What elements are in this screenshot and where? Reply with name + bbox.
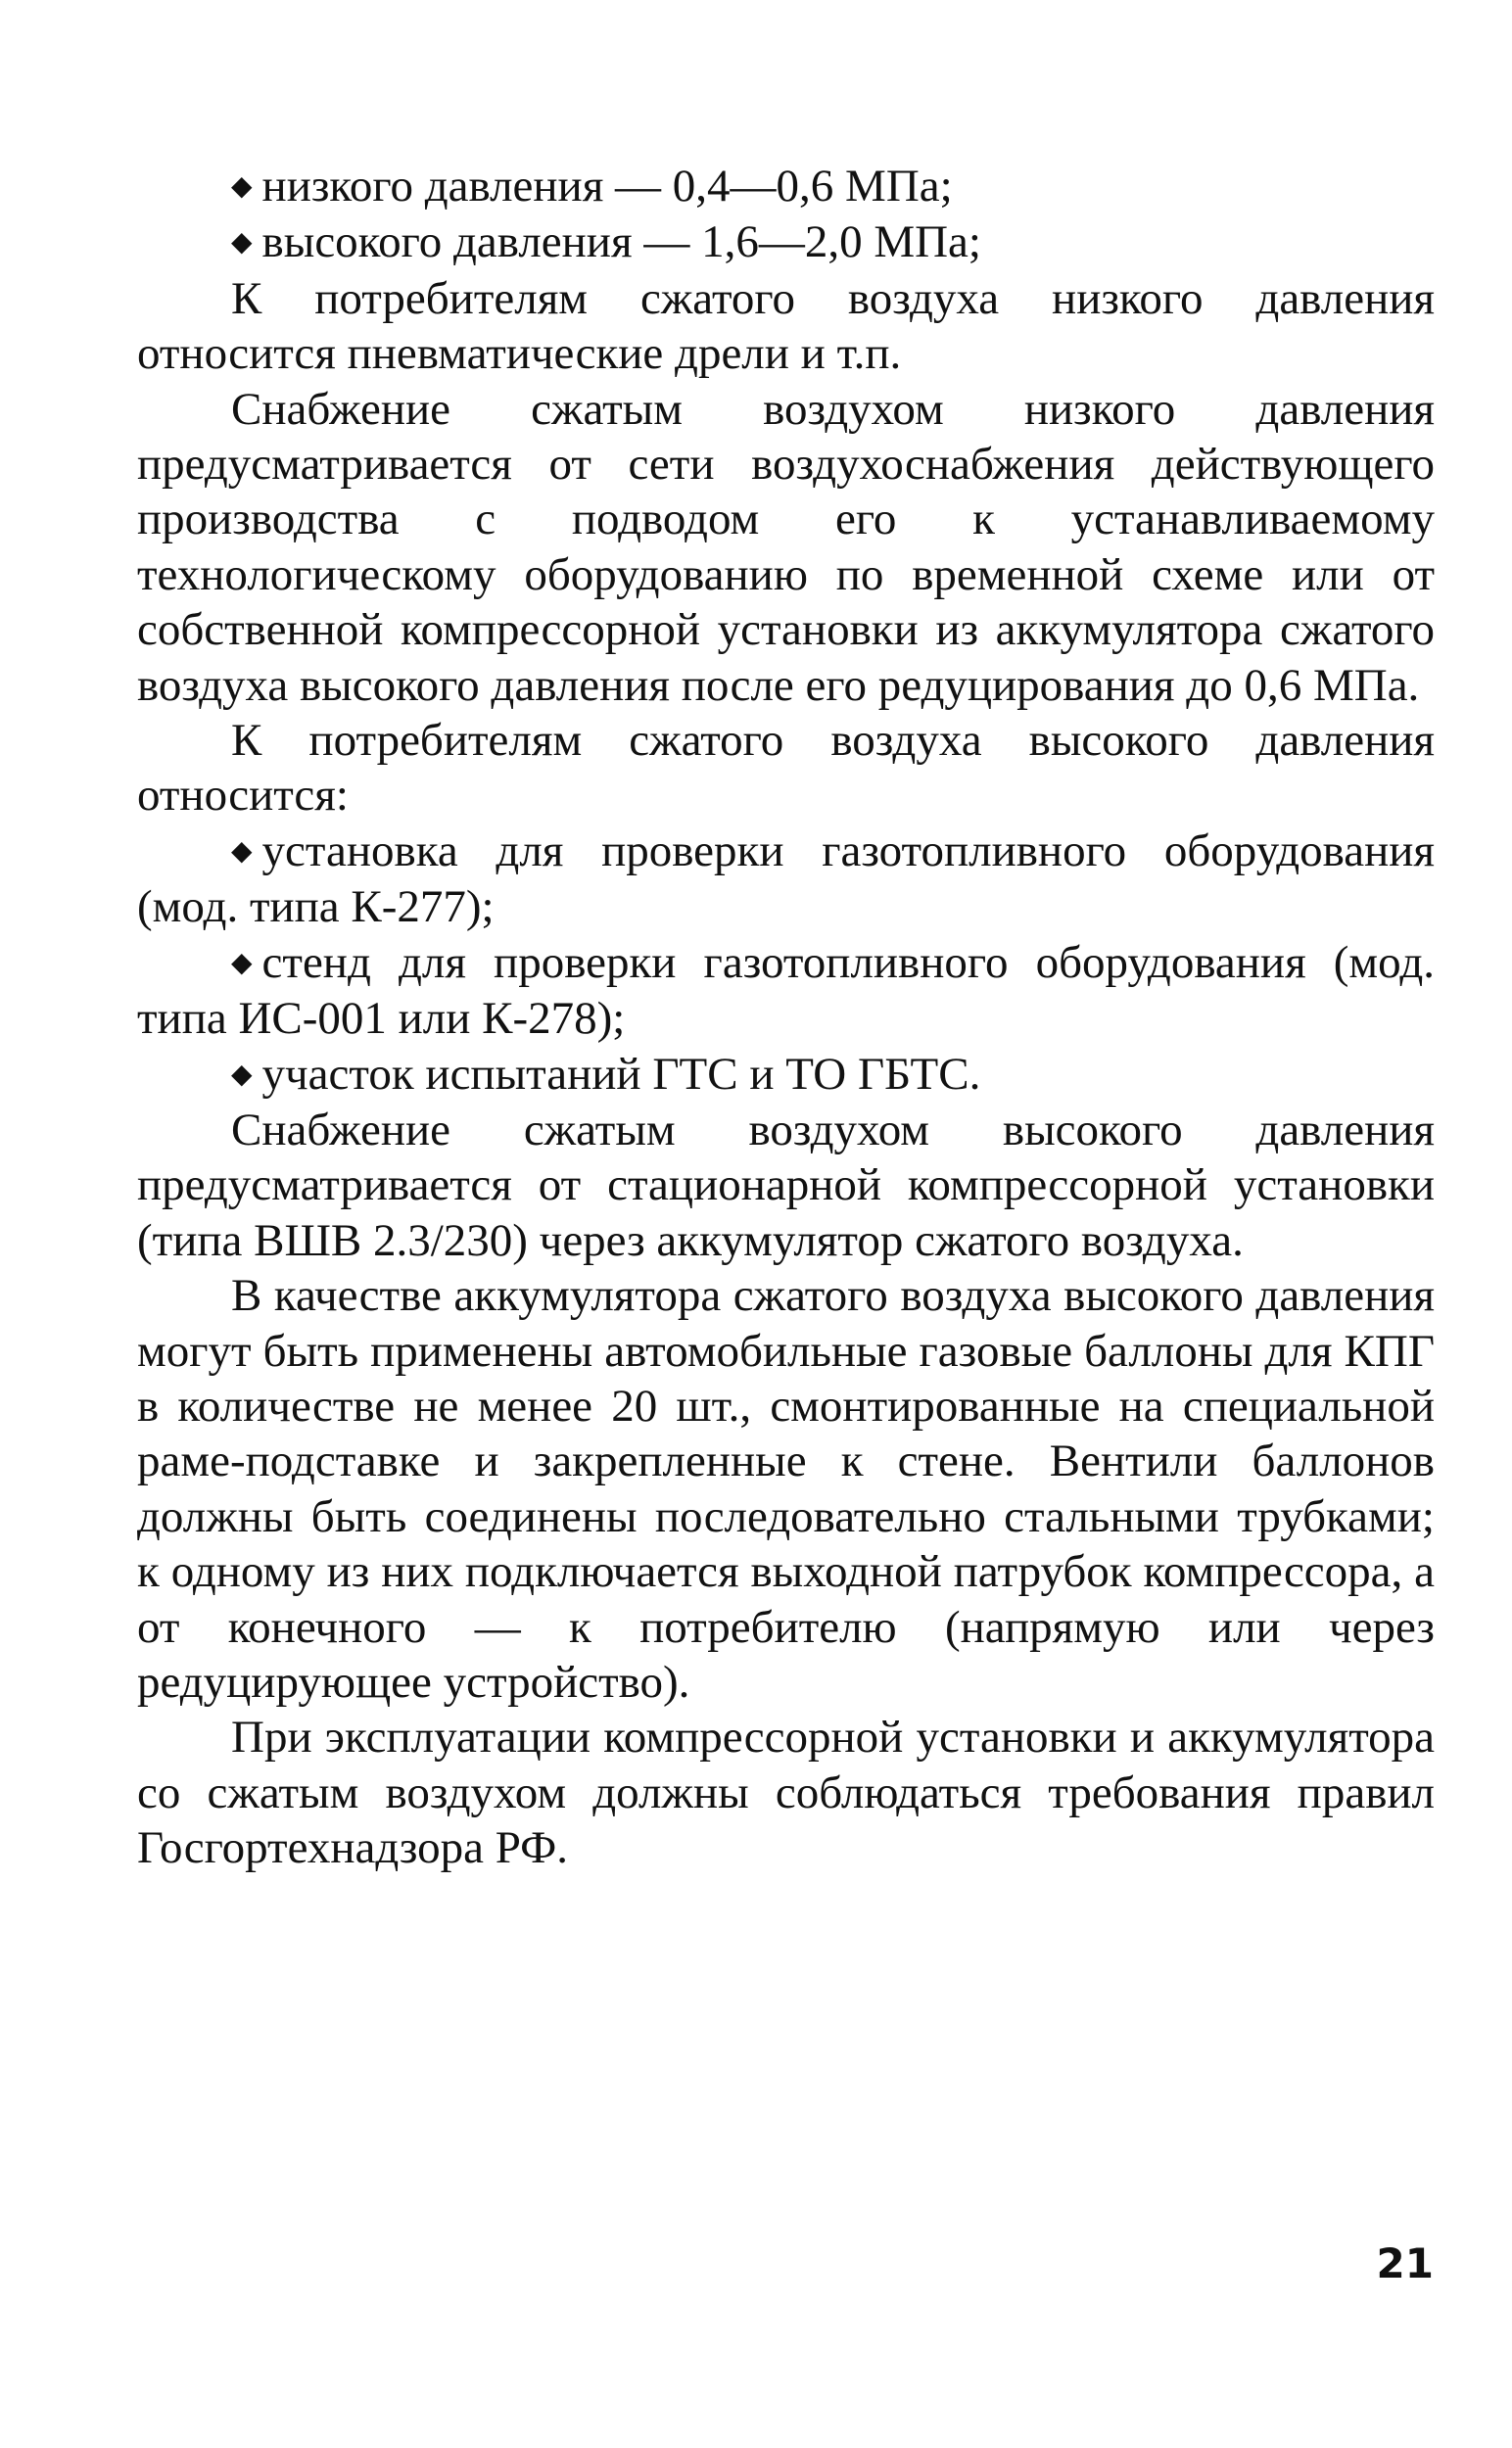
bullet-text: стенд для проверки газотопливного оборудования (мод. типа ИС-001 или К-278); xyxy=(137,936,1435,1045)
paragraph-high-pressure-consumers: К потребителям сжатого воздуха высокого давления относится: xyxy=(137,715,1435,822)
paragraph-low-pressure-supply: Снабжение сжатым воздухом низкого давления предусматривается от сети воздухоснабжения действующего производства с подводом его к устанавливаемому технологическому оборудованию по временной схеме или от собственной компрессорной установки из аккумулятора сжатого воздуха высокого давления после его редуцирования до 0,6 МПа. xyxy=(137,383,1435,711)
bullet-text: высокого давления — 1,6—2,0 МПа; xyxy=(261,216,981,268)
bullet-text: участок испытаний ГТС и ТО ГБТС. xyxy=(261,1048,981,1100)
bullet-is001 xyxy=(137,935,1435,1047)
body-text xyxy=(137,159,1435,1876)
diamond-bullet-icon: ◆ xyxy=(231,947,253,978)
bullet-text: установка для проверки газотопливного оборудования (мод. типа К-277); xyxy=(137,824,1435,933)
diamond-bullet-icon: ◆ xyxy=(231,227,253,259)
paragraph-low-pressure-consumers: К потребителям сжатого воздуха низкого давления относится пневматические дрели и т.п. xyxy=(137,272,1435,380)
diamond-bullet-icon: ◆ xyxy=(231,835,253,867)
paragraph-accumulator: В качестве аккумулятора сжатого воздуха высокого давления могут быть применены автомобильные газовые баллоны для КПГ в количестве не менее 20 шт., смонтированные на специальной раме-подставке и закрепленные к стене. Вентили баллонов должны быть соединены последовательно стальными трубками; к одному из них подключается выходной патрубок компрессора, а от конечного — к потребителю (напрямую или через редуцирующее устройство). xyxy=(137,1270,1435,1708)
diamond-bullet-icon: ◆ xyxy=(231,171,253,202)
diamond-bullet-icon: ◆ xyxy=(231,1059,253,1090)
bullet-k277 xyxy=(137,824,1435,935)
paragraph-high-pressure-supply: Снабжение сжатым воздухом высокого давления предусматривается от стационарной компрессорной установки (типа ВШВ 2.3/230) через аккумулятор сжатого воздуха. xyxy=(137,1104,1435,1266)
bullet-gts-test-area xyxy=(137,1047,1435,1103)
paragraph-regulations: При эксплуатации компрессорной установки и аккумулятора со сжатым воздухом должны соблюдаться требования правил Госгортехнадзора РФ. xyxy=(137,1712,1435,1874)
bullet-text: низкого давления — 0,4—0,6 МПа; xyxy=(261,161,953,212)
page-number: 21 xyxy=(1376,2239,1434,2287)
bullet-low-pressure xyxy=(137,159,1435,214)
bullet-high-pressure xyxy=(137,214,1435,270)
